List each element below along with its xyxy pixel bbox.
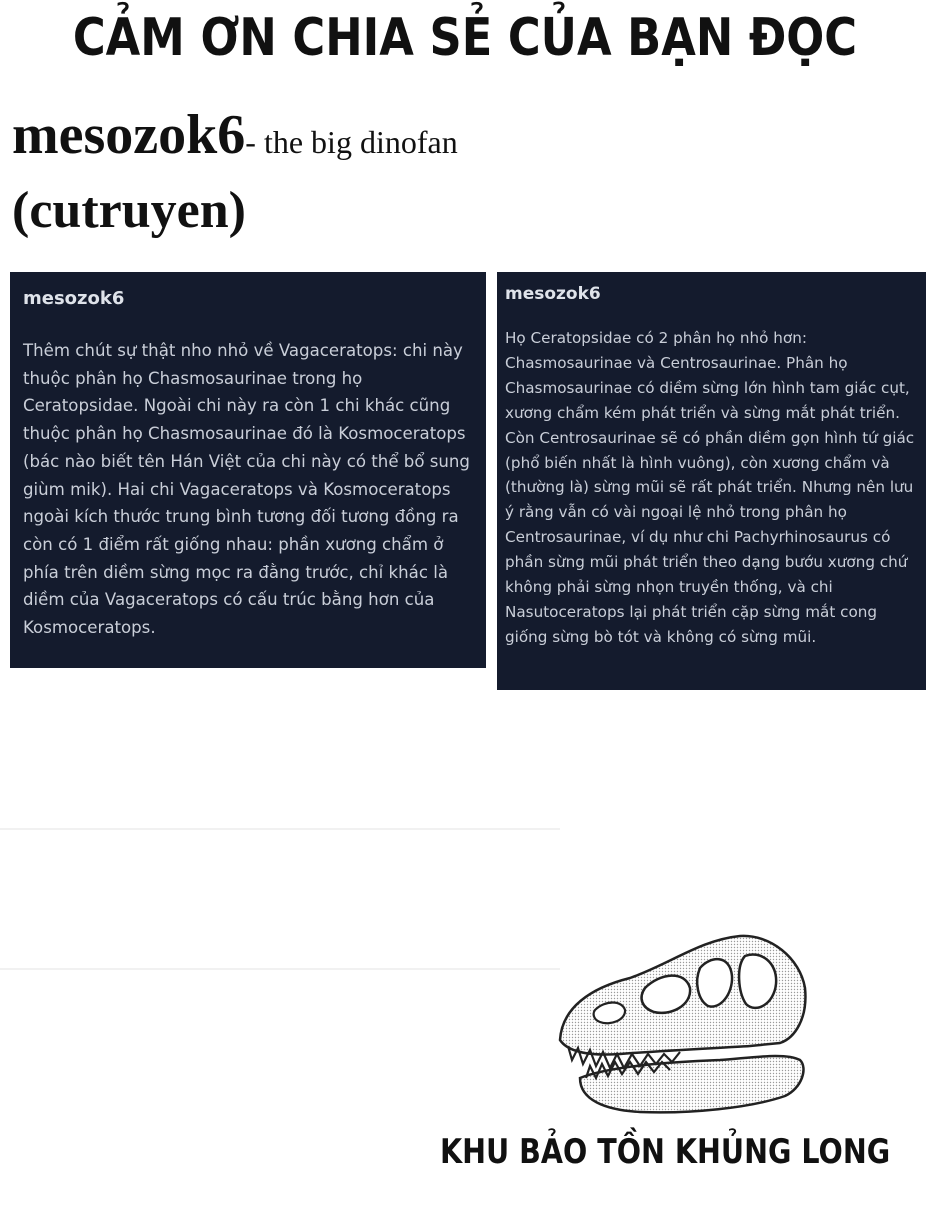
faint-divider	[0, 968, 560, 970]
comment-username: mesozok6	[505, 284, 601, 304]
comment-card-2	[497, 272, 926, 690]
credit-name: mesozok6	[12, 104, 246, 166]
faint-divider	[0, 828, 560, 830]
credit-source: (cutruyen)	[12, 182, 246, 239]
thanks-headline: CẢM ƠN CHIA SẺ CỦA BẠN ĐỌC	[72, 8, 858, 68]
logo-text: KHU BẢO TỒN KHỦNG LONG	[440, 1132, 891, 1172]
comment-text: Thêm chút sự thật nho nhỏ về Vagaceratops: chi này thuộc phân họ Chasmosaurinae trong họ Ceratopsidae. Ngoài chi này ra còn 1 chi khác cũng thuộc phân họ Chasmosaurinae đó là Kosmoceratops (bác nào biết tên Hán Việt của chi này có thể bổ sung giùm mik). Hai chi Vagaceratops và Kosmoceratops ngoài kích thước trung bình tương đối tương đồng ra còn có 1 điểm rất giống nhau: phần xương chẩm ở phía trên diềm sừng mọc ra đằng trước, chỉ khác là diềm của Vagaceratops có cấu trúc bằng hơn của Kosmoceratops.	[23, 341, 470, 638]
trex-skull-icon	[550, 928, 810, 1118]
comment-text: Họ Ceratopsidae có 2 phân họ nhỏ hơn: Chasmosaurinae và Centrosaurinae. Phân họ Chasmosaurinae có diềm sừng lớn hình tam giác cụt, xương chẩm kém phát triển và sừng mắt phát triển. Còn Centrosaurinae sẽ có phần diềm gọn hình tứ giác (phổ biến nhất là hình vuông), còn xương chẩm và (thường là) sừng mũi sẽ rất phát triển. Nhưng nên lưu ý rằng vẫn có vài ngoại lệ nhỏ trong phân họ Centrosaurinae, ví dụ như chi Pachyrhinosaurus có phần sừng mũi phát triển theo dạng bướu xương chứ không phải sừng nhọn truyền thống, và chi Nasutoceratops lại phát triển cặp sừng mắt cong giống sừng bò tót và không có sừng mũi.	[505, 329, 915, 646]
credit-block	[12, 104, 458, 242]
comment-username: mesozok6	[23, 288, 125, 309]
comment-card-1	[10, 272, 486, 668]
credit-tagline: - the big dinofan	[245, 124, 458, 160]
